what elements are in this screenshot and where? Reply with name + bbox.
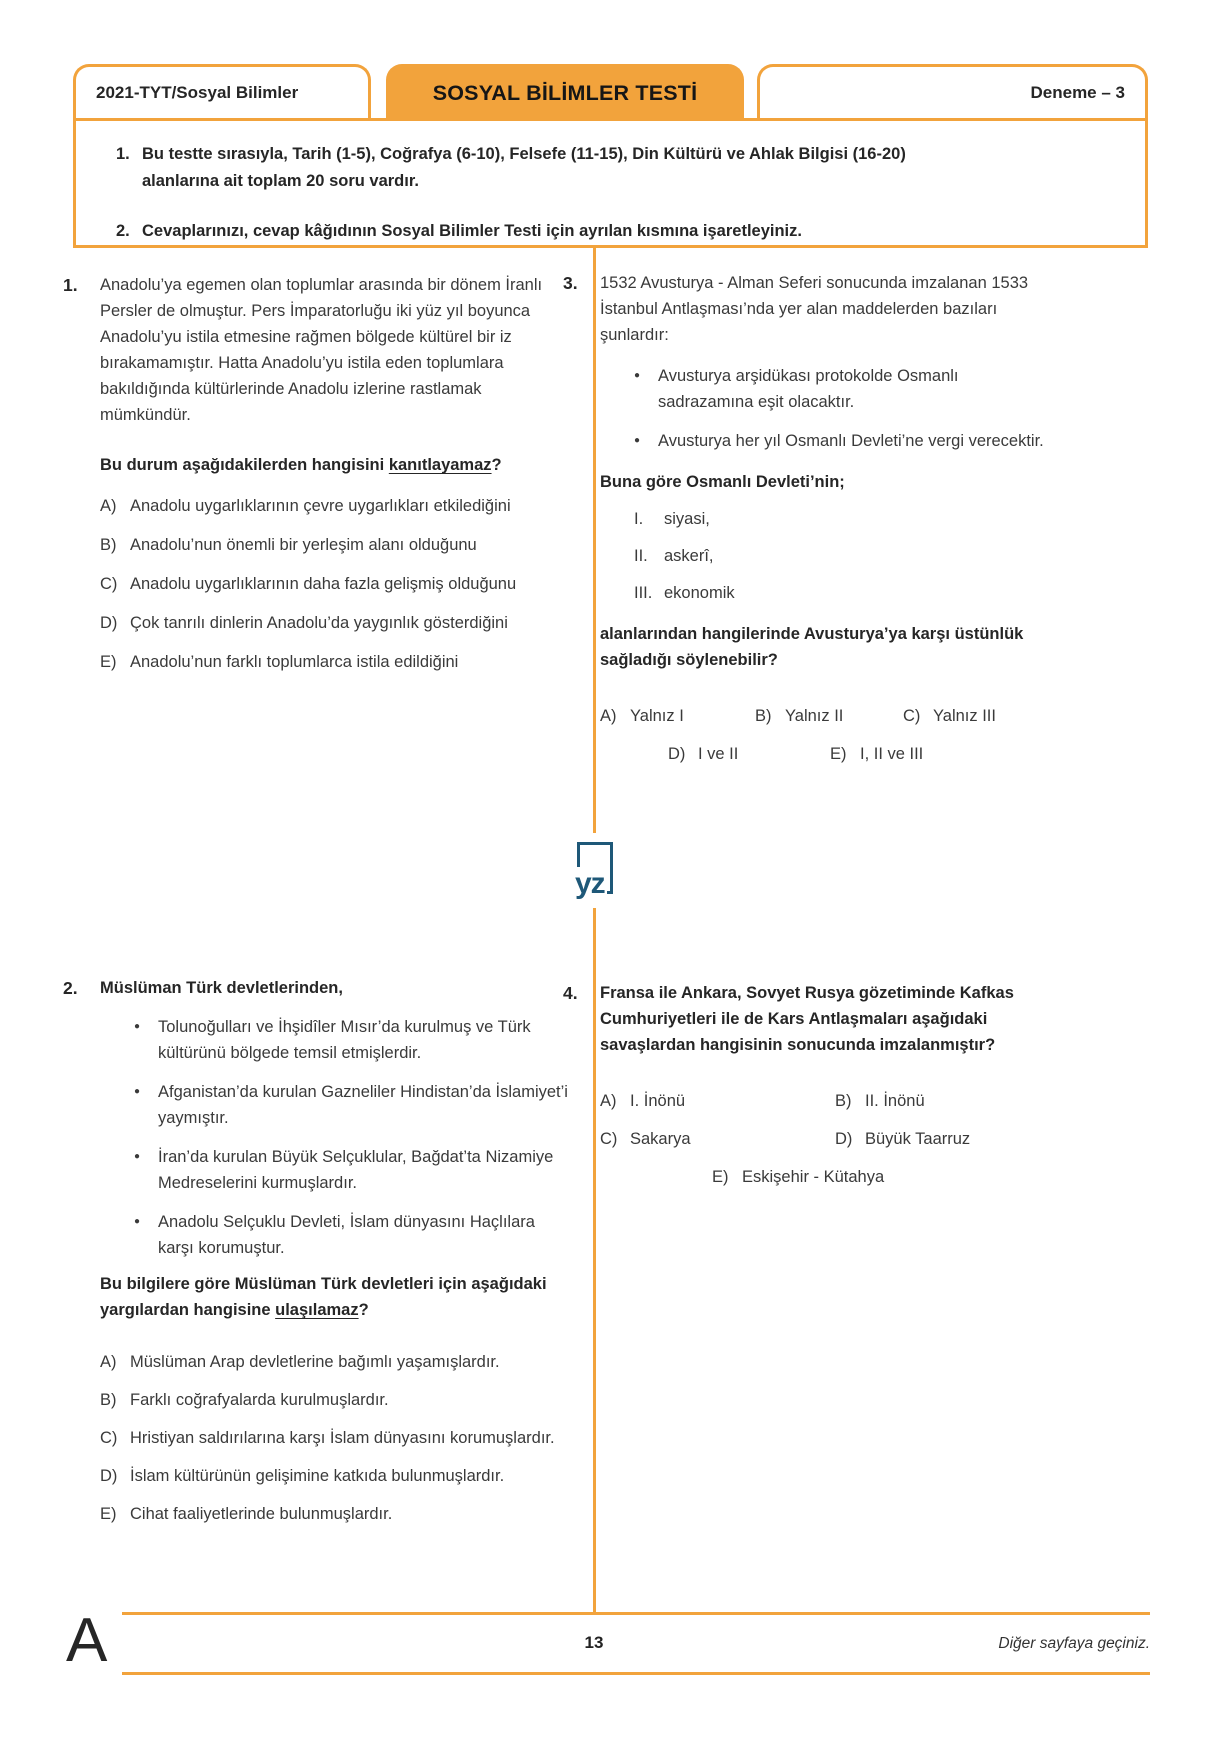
option-letter: A) — [100, 497, 117, 515]
option-letter: D) — [100, 614, 118, 632]
question-1-stem — [100, 452, 569, 478]
option-text: Anadolu’nun önemli bir yerleşim alanı olduğunu — [130, 536, 477, 554]
option-letter: A) — [600, 1092, 617, 1110]
roman-item — [600, 506, 1073, 532]
publisher-logo-text: yz — [575, 867, 605, 900]
option-letter: B) — [100, 1391, 117, 1409]
question-1-number: 1. — [63, 275, 78, 295]
bullet-text: Avusturya her yıl Osmanlı Devleti’ne vergi verecektir. — [658, 432, 1044, 450]
option-letter: D) — [835, 1130, 853, 1148]
option-c — [100, 1425, 569, 1451]
option-letter: C) — [100, 1429, 118, 1447]
option-text: Farklı coğrafyalarda kurulmuşlardır. — [130, 1391, 389, 1409]
page-number: 13 — [584, 1633, 604, 1652]
header-edition-label: Deneme – 3 — [1030, 82, 1125, 102]
bullet-icon: ● — [134, 1216, 141, 1227]
header-title-box — [386, 64, 744, 118]
option-text: Büyük Taarruz — [865, 1130, 971, 1148]
option-letter: E) — [712, 1168, 729, 1186]
option-text: Müslüman Arap devletlerine bağımlı yaşamışlardır. — [130, 1353, 500, 1371]
option-d — [668, 741, 830, 767]
option-a — [600, 1088, 835, 1114]
option-text: Çok tanrılı dinlerin Anadolu’da yaygınlık gösterdiğini — [130, 614, 508, 632]
footer-note: Diğer sayfaya geçiniz. — [998, 1635, 1150, 1652]
bullet-icon: ● — [634, 435, 641, 446]
question-4-stem: Fransa ile Ankara, Sovyet Rusya gözetiminde Kafkas Cumhuriyetleri ile de Kars Antlaşmaları aşağıdaki savaşlardan hangisinin sonucunda imzalanmıştır? — [600, 984, 1014, 1054]
bullet-text: Tolunoğulları ve İhşidîler Mısır’da kurulmuş ve Türk kültürünü bölgede temsil etmişlerdir. — [158, 1018, 531, 1062]
bullet-item — [100, 1014, 569, 1066]
question-1 — [63, 272, 569, 675]
instructions-box — [73, 118, 1148, 248]
bullet-item — [600, 363, 1073, 415]
option-text: II. İnönü — [865, 1092, 925, 1110]
bullet-text: İran’da kurulan Büyük Selçuklular, Bağdat’ta Nizamiye Medreselerini kurmuşlardır. — [158, 1148, 554, 1192]
roman-item — [600, 580, 1073, 606]
option-d — [835, 1126, 1073, 1152]
option-a — [100, 1349, 569, 1375]
question-3-roman-list — [600, 506, 1073, 606]
instruction-text — [142, 141, 906, 195]
option-letter: E) — [100, 1505, 117, 1523]
option-text: Hristiyan saldırılarına karşı İslam dünyasını korumuşlardır. — [130, 1429, 555, 1447]
question-1-body: Anadolu’ya egemen olan toplumlar arasında bir dönem İranlı Persler de olmuştur. Pers İmparatorluğu iki yüz yıl boyunca Anadolu’yu istila etmesine rağmen bölgede kültürel bir iz bırakamamıştır. Hatta Anadolu’yu istila eden toplumlara bakıldığında kültürlerinde Anadolu izlerine rastlamak mümkündür. — [100, 276, 543, 424]
option-text: I. İnönü — [630, 1092, 686, 1110]
question-4-number: 4. — [563, 983, 578, 1003]
roman-text: askerî, — [664, 547, 714, 565]
option-text: Anadolu’nun farklı toplumlarca istila edildiğini — [130, 653, 459, 671]
option-text: Sakarya — [630, 1130, 691, 1148]
option-b — [755, 703, 903, 729]
option-text: I, II ve III — [860, 745, 924, 763]
roman-text: ekonomik — [664, 584, 735, 602]
question-4 — [563, 980, 1073, 1190]
roman-item — [600, 543, 1073, 569]
stem-underlined-word: ulaşılamaz — [275, 1301, 359, 1319]
question-3-bullets — [600, 363, 1073, 454]
question-3-options-row-1 — [600, 703, 1073, 729]
option-e — [830, 741, 923, 767]
option-a — [100, 493, 569, 519]
question-2-bullets — [100, 1014, 569, 1261]
stem-text: Bu durum aşağıdakilerden hangisini — [100, 456, 389, 474]
option-text: I ve II — [698, 745, 739, 763]
instruction-number: 1. — [116, 145, 130, 163]
bullet-icon: ● — [134, 1086, 141, 1097]
option-letter: E) — [100, 653, 117, 671]
option-e — [600, 1164, 1073, 1190]
question-3 — [563, 270, 1073, 767]
option-text: Cihat faaliyetlerinde bulunmuşlardır. — [130, 1505, 393, 1523]
stem-question-mark: ? — [491, 456, 502, 474]
header-course-box — [73, 64, 371, 118]
question-3-body: 1532 Avusturya - Alman Seferi sonucunda imzalanan 1533 İstanbul Antlaşması’nda yer alan maddelerden bazıları şunlardır: — [600, 274, 1029, 344]
instruction-item-2 — [116, 218, 1145, 245]
option-e — [100, 649, 569, 675]
bullet-icon: ● — [134, 1021, 141, 1032]
footer-bottom-line — [122, 1672, 1150, 1675]
option-text: Anadolu uygarlıklarının daha fazla gelişmiş olduğunu — [130, 575, 517, 593]
option-text: Anadolu uygarlıklarının çevre uygarlıkları etkilediğini — [130, 497, 511, 515]
option-a — [600, 703, 755, 729]
publisher-logo — [575, 842, 613, 900]
option-letter: B) — [755, 707, 772, 725]
option-text: Eskişehir - Kütahya — [742, 1168, 885, 1186]
option-d — [100, 610, 569, 636]
instruction-line: alanlarına ait toplam 20 soru vardır. — [142, 172, 419, 190]
booklet-letter: A — [66, 1606, 108, 1675]
option-letter: C) — [903, 707, 921, 725]
option-letter: C) — [600, 1130, 618, 1148]
option-letter: C) — [100, 575, 118, 593]
option-c — [903, 703, 996, 729]
stem-text: Bu bilgilere göre Müslüman Türk devletleri için aşağıdaki yargılardan hangisine — [100, 1275, 547, 1319]
header-edition-box — [757, 64, 1148, 118]
bullet-item — [100, 1079, 569, 1131]
option-b — [835, 1088, 1073, 1114]
option-text: Yalnız III — [933, 707, 996, 725]
instruction-line: Bu testte sırasıyla, Tarih (1-5), Coğrafya (6-10), Felsefe (11-15), Din Kültürü ve Ahlak Bilgisi (16-20) — [142, 145, 906, 163]
question-1-options — [100, 493, 569, 675]
bullet-icon: ● — [134, 1151, 141, 1162]
question-3-lead: Buna göre Osmanlı Devleti’nin; — [600, 473, 845, 491]
question-2-stem — [100, 1271, 569, 1323]
question-3-number: 3. — [563, 273, 578, 293]
option-b — [100, 1387, 569, 1413]
question-2 — [63, 975, 569, 1527]
option-text: İslam kültürünün gelişimine katkıda bulunmuşlardır. — [130, 1467, 505, 1485]
option-letter: E) — [830, 745, 847, 763]
bullet-text: Avusturya arşidükası protokolde Osmanlı sadrazamına eşit olacaktır. — [658, 367, 959, 411]
question-2-options — [100, 1349, 569, 1527]
option-c — [600, 1126, 835, 1152]
header-course-label: 2021-TYT/Sosyal Bilimler — [96, 82, 299, 102]
roman-text: siyasi, — [664, 510, 710, 528]
bullet-item — [100, 1209, 569, 1261]
question-2-number: 2. — [63, 978, 78, 998]
roman-numeral: I. — [634, 510, 644, 528]
bullet-item — [100, 1144, 569, 1196]
option-letter: D) — [100, 1467, 118, 1485]
page-title: SOSYAL BİLİMLER TESTİ — [432, 80, 698, 105]
stem-underlined-word: kanıtlayamaz — [388, 456, 492, 474]
question-3-options-row-2 — [600, 741, 1073, 767]
bullet-item — [600, 428, 1073, 454]
stem-question-mark: ? — [358, 1301, 369, 1319]
option-letter: A) — [100, 1353, 117, 1371]
footer-top-line — [122, 1612, 1150, 1615]
option-letter: B) — [100, 536, 117, 554]
option-d — [100, 1463, 569, 1489]
question-2-lead: Müslüman Türk devletlerinden, — [100, 979, 343, 997]
roman-numeral: II. — [634, 547, 648, 565]
option-letter: B) — [835, 1092, 852, 1110]
bullet-text: Anadolu Selçuklu Devleti, İslam dünyasını Haçlılara karşı korumuştur. — [158, 1213, 535, 1257]
instruction-item-1 — [116, 141, 1145, 195]
instruction-number: 2. — [116, 222, 130, 240]
roman-numeral: III. — [634, 584, 653, 602]
option-letter: A) — [600, 707, 617, 725]
option-b — [100, 532, 569, 558]
bullet-text: Afganistan’da kurulan Gazneliler Hindistan’da İslamiyet’i yaymıştır. — [158, 1083, 568, 1127]
bullet-icon: ● — [634, 370, 641, 381]
option-text: Yalnız II — [785, 707, 844, 725]
question-3-stem: alanlarından hangilerinde Avusturya’ya karşı üstünlük sağladığı söylenebilir? — [600, 625, 1024, 669]
option-letter: D) — [668, 745, 686, 763]
instruction-text: Cevaplarınızı, cevap kâğıdının Sosyal Bilimler Testi için ayrılan kısmına işaretleyiniz. — [142, 222, 802, 240]
option-e — [100, 1501, 569, 1527]
question-4-options — [600, 1088, 1073, 1152]
option-c — [100, 571, 569, 597]
option-text: Yalnız I — [630, 707, 684, 725]
